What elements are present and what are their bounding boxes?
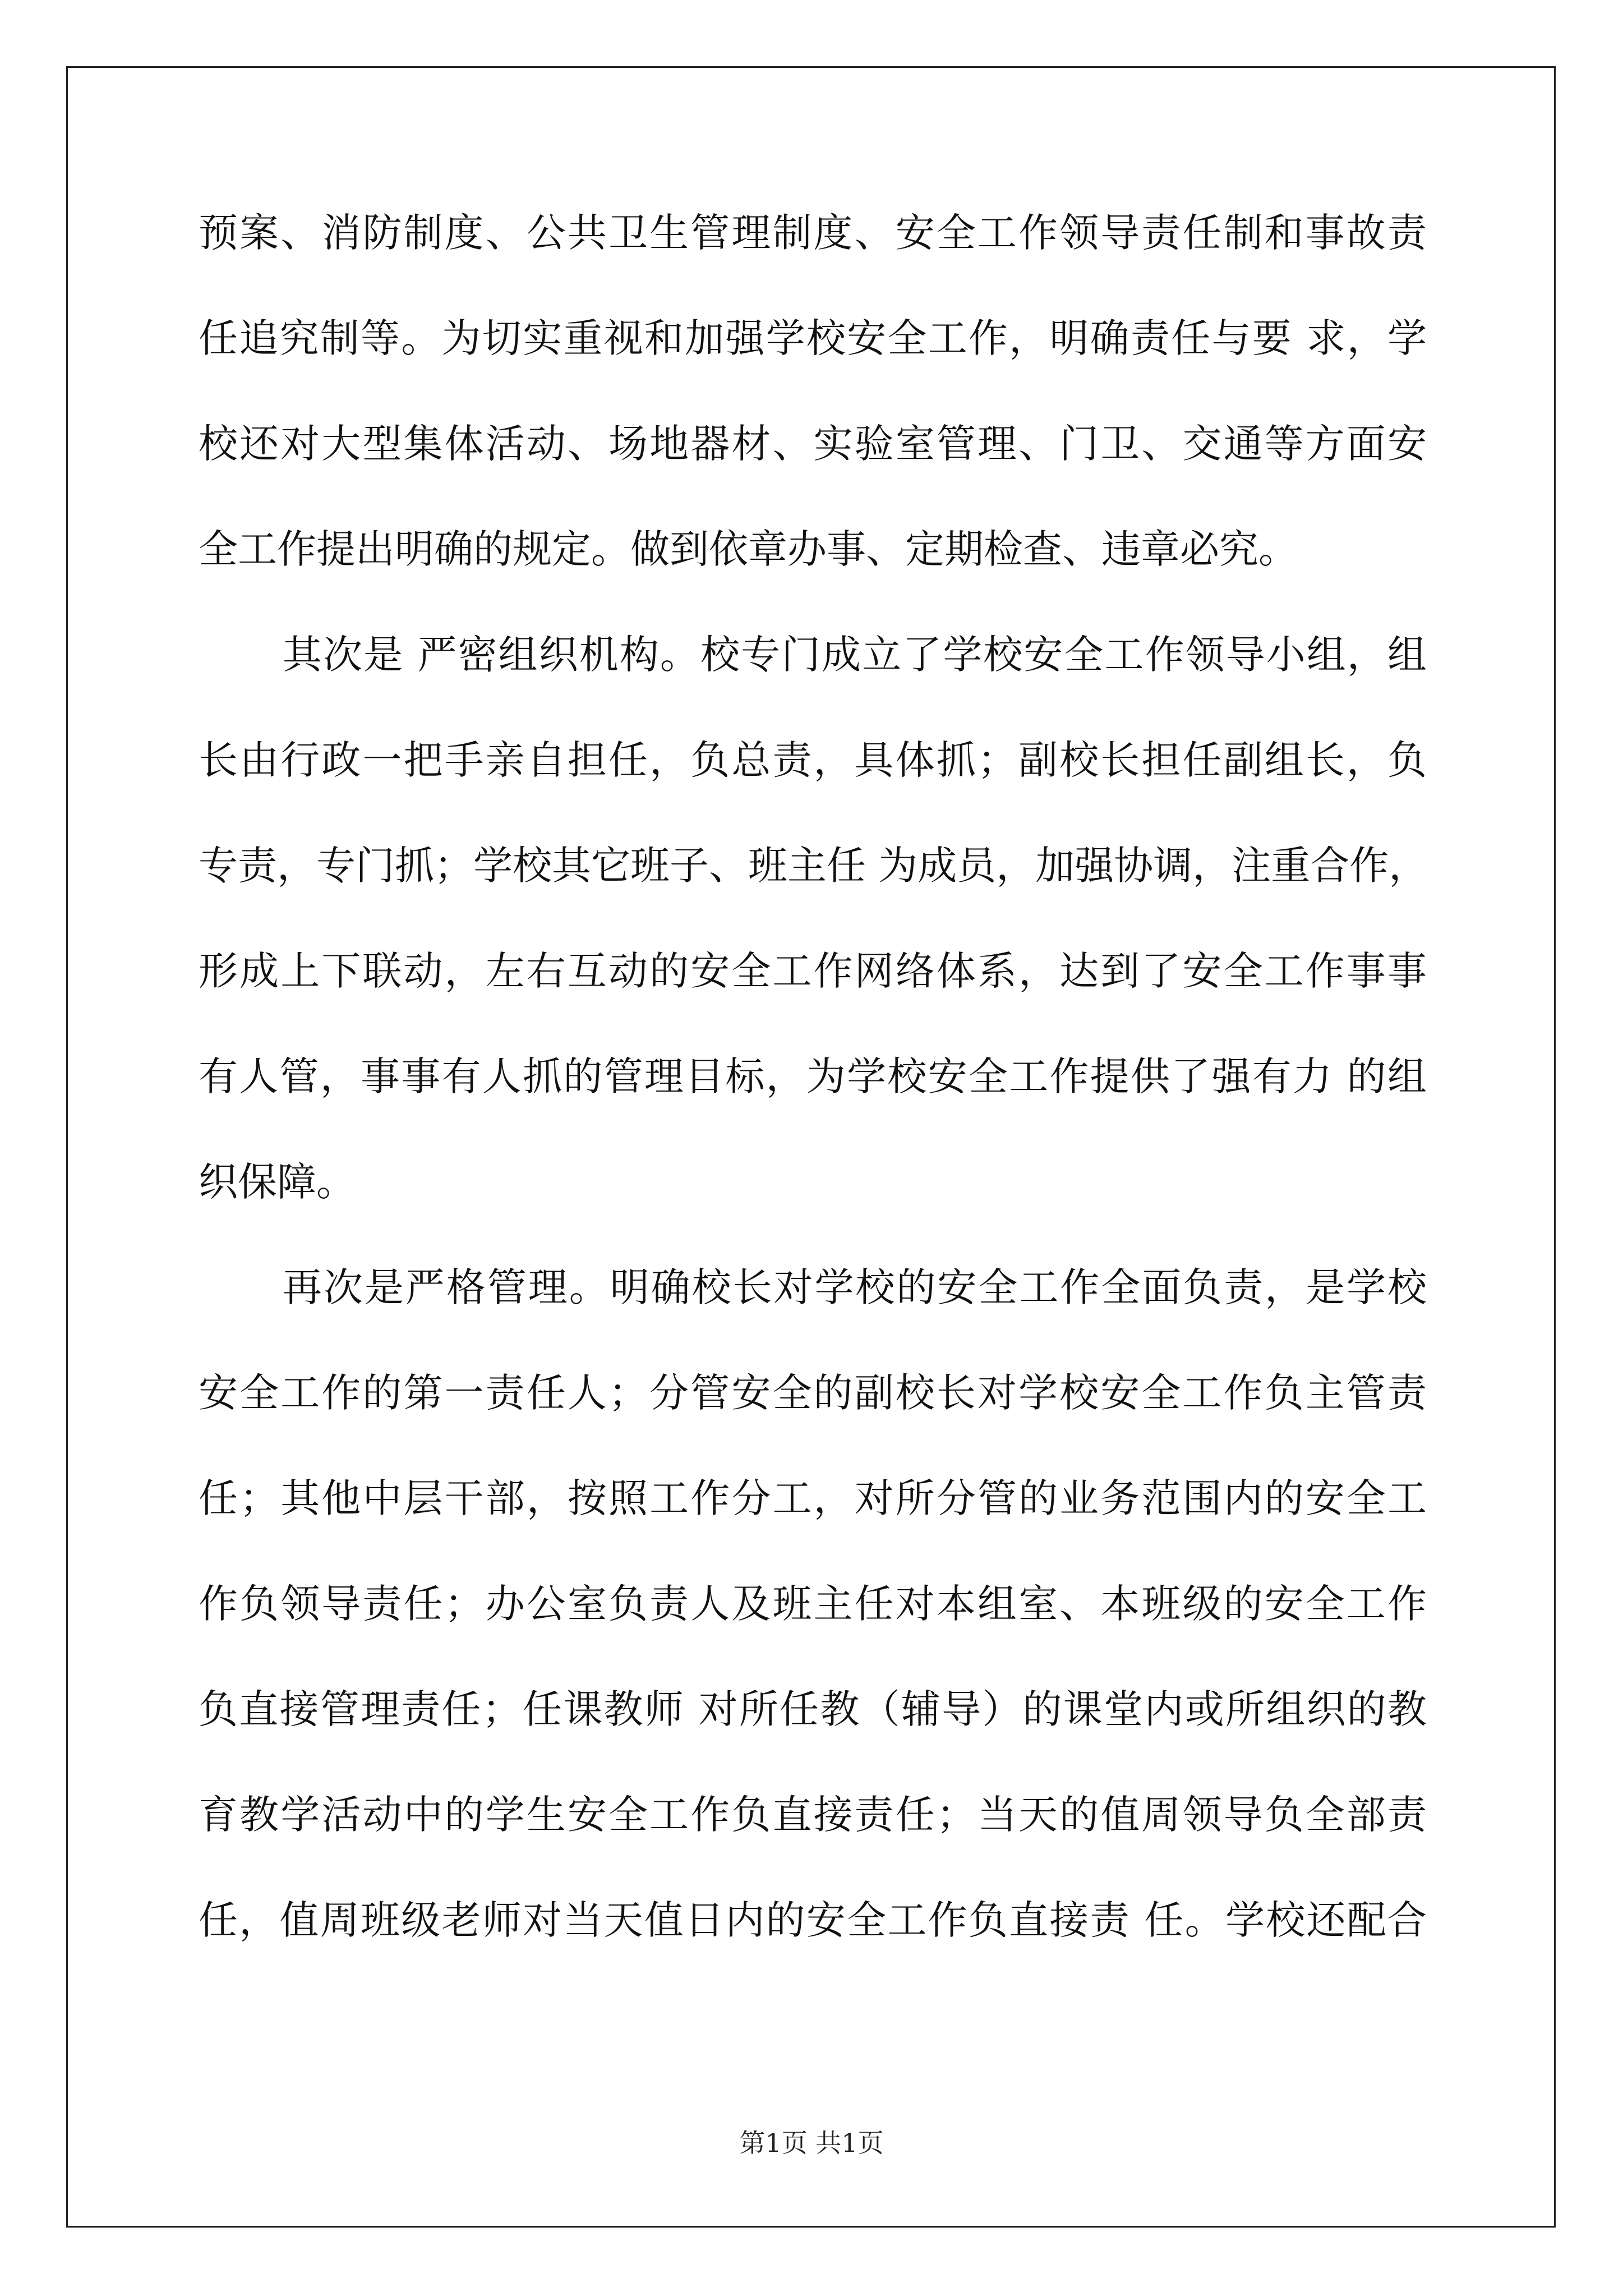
text-line: 专责，专门抓；学校其它班子、班主任 为成员，加强协调，注重合作，: [199, 843, 1428, 889]
text-line: 长由行政一把手亲自担任，负总责，具体抓；副校长担任副组长，负: [199, 737, 1427, 783]
text-line: 负直接管理责任；任课教师 对所任教（辅导）的课堂内或所组织的教: [199, 1686, 1427, 1732]
text-line: 任追究制等。为切实重视和加强学校安全工作，明确责任与要 求，学: [199, 315, 1427, 361]
text-line: 育教学活动中的学生安全工作负直接责任；当天的值周领导负全部责: [199, 1792, 1427, 1838]
page-number: 第1页 共1页: [739, 2128, 884, 2158]
text-line: 作负领导责任；办公室负责人及班主任对本组室、本班级的安全工作: [199, 1581, 1427, 1627]
text-line: 全工作提出明确的规定。做到依章办事、定期检查、违章必究。: [199, 526, 1298, 572]
paragraph-start-line: 再次是严格管理。明确校长对学校的安全工作全面负责，是学校: [283, 1264, 1427, 1310]
text-line: 形成上下联动，左右互动的安全工作网络体系，达到了安全工作事事: [199, 948, 1427, 994]
text-line: 织保障。: [199, 1159, 356, 1205]
text-line: 预案、消防制度、公共卫生管理制度、安全工作领导责任制和事故责: [199, 210, 1427, 256]
text-line: 校还对大型集体活动、场地器材、实验室管理、门卫、交通等方面安: [199, 421, 1427, 467]
paragraph-start-line: 其次是 严密组织机构。校专门成立了学校安全工作领导小组，组: [283, 632, 1427, 678]
text-line: 任，值周班级老师对当天值日内的安全工作负直接责 任。学校还配合: [199, 1897, 1427, 1943]
text-line: 任；其他中层干部，按照工作分工，对所分管的业务范围内的安全工: [199, 1475, 1427, 1521]
text-line: 有人管，事事有人抓的管理目标，为学校安全工作提供了强有力 的组: [199, 1053, 1427, 1099]
text-line: 安全工作的第一责任人；分管安全的副校长对学校安全工作负主管责: [199, 1370, 1427, 1416]
